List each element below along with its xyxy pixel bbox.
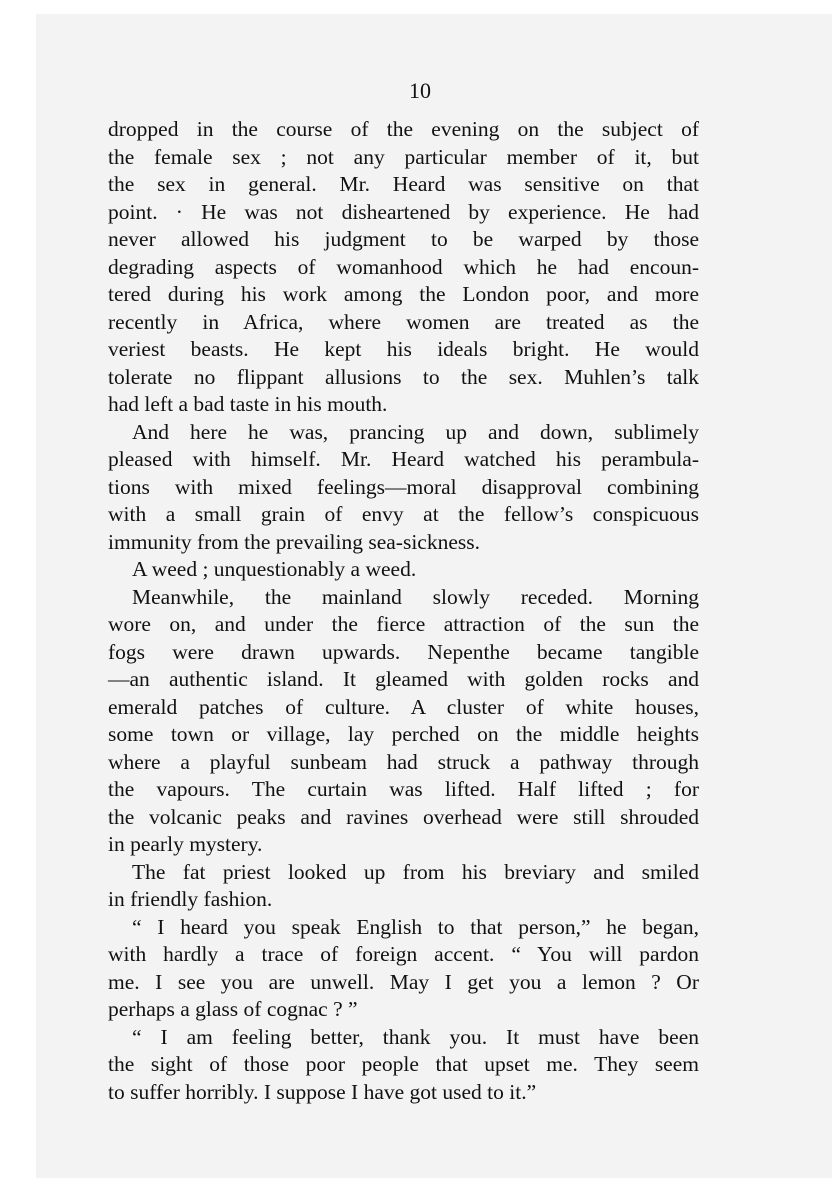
text-line: the female sex ; not any particular member of it, but	[108, 144, 699, 169]
text-line: The fat priest looked up from his breviary and smiled	[132, 859, 699, 884]
text-line: the sight of those poor people that upset me. They seem	[108, 1052, 699, 1076]
text-line: with hardly a trace of foreign accent. “ You will pardon	[108, 942, 699, 966]
page-number: 10	[409, 78, 431, 103]
text-line: “ I heard you speak English to that person,” he began,	[132, 914, 699, 939]
text-line: tered during his work among the London poor, and more	[108, 282, 699, 306]
text-line: degrading aspects of womanhood which he had encoun-	[108, 254, 699, 279]
text-line: fogs were drawn upwards. Nepenthe became tangible	[108, 639, 699, 664]
text-line: never allowed his judgment to be warped by those	[108, 227, 699, 251]
text-line: veriest beasts. He kept his ideals bright. He would	[108, 337, 699, 361]
text-line: the vapours. The curtain was lifted. Half lifted ; for	[108, 777, 699, 801]
text-line: “ I am feeling better, thank you. It must have been	[132, 1024, 699, 1049]
text-line: immunity from the prevailing sea-sickness.	[108, 529, 480, 554]
text-line: —an authentic island. It gleamed with golden rocks and	[108, 667, 699, 691]
text-line: to suffer horribly. I suppose I have got used to it.”	[108, 1079, 537, 1104]
text-line: point. · He was not disheartened by experience. He had	[108, 199, 699, 224]
text-line: emerald patches of culture. A cluster of white houses,	[108, 694, 699, 719]
text-line: tolerate no flippant allusions to the sex. Muhlen’s talk	[108, 364, 699, 389]
text-line: Meanwhile, the mainland slowly receded. Morning	[132, 584, 699, 609]
text-line: perhaps a glass of cognac ? ”	[108, 997, 358, 1021]
text-line: recently in Africa, where women are treated as the	[108, 309, 699, 334]
text-line: some town or village, lay perched on the middle heights	[108, 722, 699, 746]
text-line: pleased with himself. Mr. Heard watched his perambula-	[108, 447, 699, 471]
body-text	[108, 116, 699, 1106]
text-line: with a small grain of envy at the fellow’s conspicuous	[108, 502, 699, 526]
text-line: And here he was, prancing up and down, sublimely	[132, 419, 699, 444]
text-line: dropped in the course of the evening on the subject of	[108, 117, 699, 141]
text-line: A weed ; unquestionably a weed.	[132, 557, 417, 581]
text-line: where a playful sunbeam had struck a pathway through	[108, 749, 699, 774]
text-line: tions with mixed feelings—moral disapproval combining	[108, 474, 699, 499]
text-line: had left a bad taste in his mouth.	[108, 392, 388, 416]
text-line: the sex in general. Mr. Heard was sensitive on that	[108, 172, 699, 196]
text-line: the volcanic peaks and ravines overhead were still shrouded	[108, 804, 699, 829]
text-line: in pearly mystery.	[108, 832, 263, 856]
text-line: in friendly fashion.	[108, 887, 273, 911]
text-line: wore on, and under the fierce attraction of the sun the	[108, 612, 699, 636]
text-line: me. I see you are unwell. May I get you a lemon ? Or	[108, 969, 699, 994]
